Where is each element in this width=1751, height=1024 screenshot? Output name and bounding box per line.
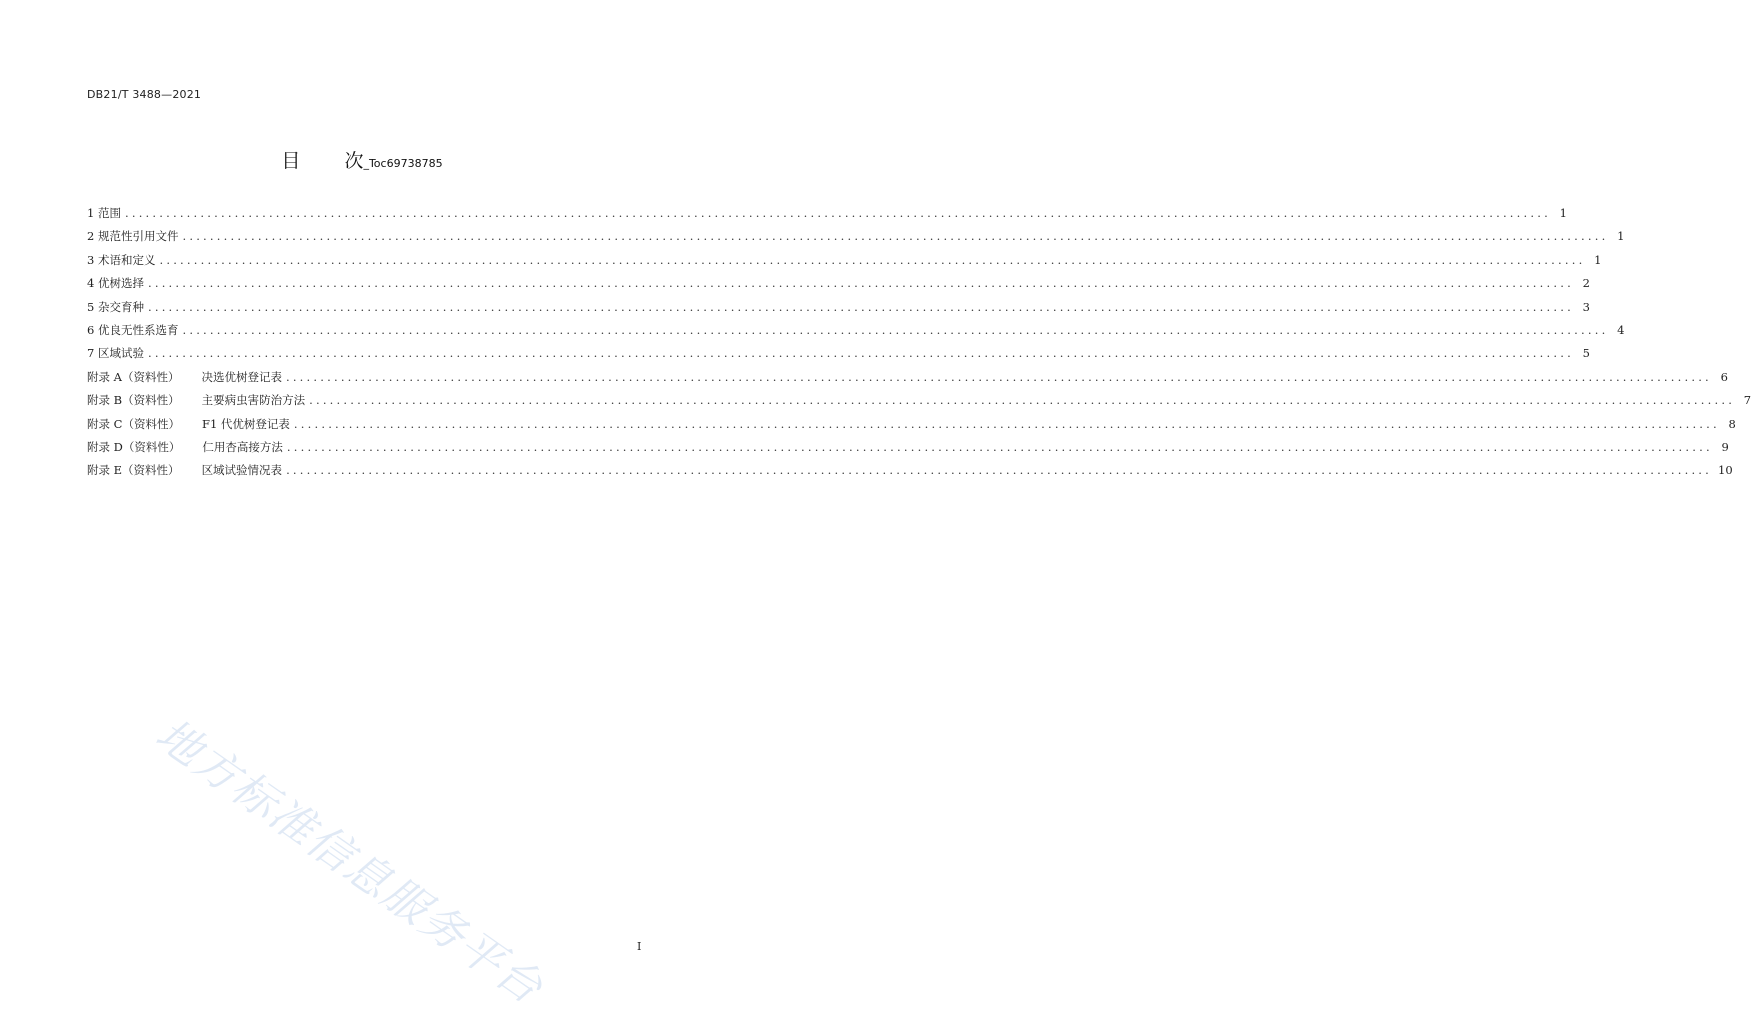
toc-entry-label: 6 优良无性系选育 xyxy=(87,322,179,337)
toc-leader-dots: ................................................................................................................................................................................................................ xyxy=(285,369,1712,384)
watermark-text: 地方标准信息服务平台 xyxy=(146,709,553,1015)
toc-entry-page: 9 xyxy=(1721,439,1729,454)
toc-entry-page: 1 xyxy=(1594,252,1602,267)
toc-entry-page: 1 xyxy=(1617,229,1625,244)
toc-entry-clone-breeding[interactable] xyxy=(87,322,1625,345)
toc-leader-dots: ................................................................................................................................................................................................................ xyxy=(147,346,1574,361)
toc-leader-dots: ................................................................................................................................................................................................................ xyxy=(124,206,1551,220)
toc-entry-label: 1 范围 xyxy=(87,206,121,220)
document-code: DB21/T 3488—2021 xyxy=(87,88,202,101)
toc-entry-page: 2 xyxy=(1582,276,1590,291)
toc-entry-label xyxy=(87,439,283,455)
toc-leader-dots: ................................................................................................................................................................................................................ xyxy=(159,252,1586,267)
toc-entry-label: 5 杂交育种 xyxy=(87,299,144,314)
toc-leader-dots: ................................................................................................................................................................................................................ xyxy=(286,439,1713,454)
toc-leader-dots: ................................................................................................................................................................................................................ xyxy=(286,463,1713,478)
toc-entry-label: 2 规范性引用文件 xyxy=(87,229,179,244)
toc-entry-page: 4 xyxy=(1617,322,1625,337)
toc-entry-terms-definitions[interactable] xyxy=(87,252,1602,275)
toc-entry-appendix-a[interactable] xyxy=(87,369,1728,392)
toc-leader-dots: ................................................................................................................................................................................................................ xyxy=(309,393,1736,408)
toc-entry-appendix-d[interactable] xyxy=(87,439,1729,462)
toc-anchor-label: _Toc69738785 xyxy=(363,157,443,170)
toc-entry-page: 1 xyxy=(1559,206,1567,220)
toc-title-char-1: 目 xyxy=(281,150,301,172)
toc-entry-page: 3 xyxy=(1582,299,1590,314)
toc-appendix-title: F1 代优树登记表 xyxy=(201,416,290,431)
toc-entry-superior-tree-selection[interactable] xyxy=(87,275,1590,298)
toc-entry-label xyxy=(87,462,282,478)
toc-entry-page: 5 xyxy=(1582,346,1590,361)
toc-appendix-title: 区域试验情况表 xyxy=(201,463,283,478)
toc-appendix-title: 决选优树登记表 xyxy=(201,369,282,384)
toc-entry-appendix-c[interactable] xyxy=(87,416,1736,439)
toc-entry-page: 6 xyxy=(1720,369,1728,384)
toc-appendix-label: 附录 C（资料性） xyxy=(87,416,180,431)
toc-appendix-label: 附录 E（资料性） xyxy=(87,463,180,478)
toc-appendix-label: 附录 A（资料性） xyxy=(87,369,180,384)
toc-list xyxy=(87,205,1751,486)
toc-title xyxy=(0,146,724,173)
toc-title-char-2: 次 xyxy=(344,150,364,172)
toc-entry-scope[interactable] xyxy=(87,205,1567,228)
toc-entry-label: 4 优树选择 xyxy=(87,276,144,291)
toc-appendix-title: 仁用杏高接方法 xyxy=(202,439,283,454)
toc-leader-dots: ................................................................................................................................................................................................................ xyxy=(182,229,1609,244)
toc-leader-dots: ................................................................................................................................................................................................................ xyxy=(147,299,1574,314)
toc-entry-label xyxy=(87,369,282,385)
toc-entry-normative-references[interactable] xyxy=(87,228,1625,251)
page-number: I xyxy=(637,940,642,953)
toc-entry-page: 8 xyxy=(1728,416,1736,431)
toc-leader-dots: ................................................................................................................................................................................................................ xyxy=(182,322,1609,337)
toc-entry-regional-trial[interactable] xyxy=(87,345,1590,368)
toc-entry-label xyxy=(87,392,305,408)
toc-entry-label xyxy=(87,416,290,432)
toc-entry-page: 7 xyxy=(1743,393,1751,408)
toc-appendix-label: 附录 D（资料性） xyxy=(87,439,181,454)
toc-leader-dots: ................................................................................................................................................................................................................ xyxy=(147,276,1574,291)
toc-entry-appendix-e[interactable] xyxy=(87,462,1733,485)
toc-entry-page: 10 xyxy=(1718,463,1733,478)
toc-entry-label: 7 区域试验 xyxy=(87,346,144,361)
toc-entry-hybrid-breeding[interactable] xyxy=(87,299,1590,322)
toc-appendix-title: 主要病虫害防治方法 xyxy=(201,393,306,408)
toc-appendix-label: 附录 B（资料性） xyxy=(87,393,180,408)
toc-leader-dots: ................................................................................................................................................................................................................ xyxy=(293,416,1720,431)
toc-entry-label: 3 术语和定义 xyxy=(87,252,156,267)
toc-entry-appendix-b[interactable] xyxy=(87,392,1751,415)
